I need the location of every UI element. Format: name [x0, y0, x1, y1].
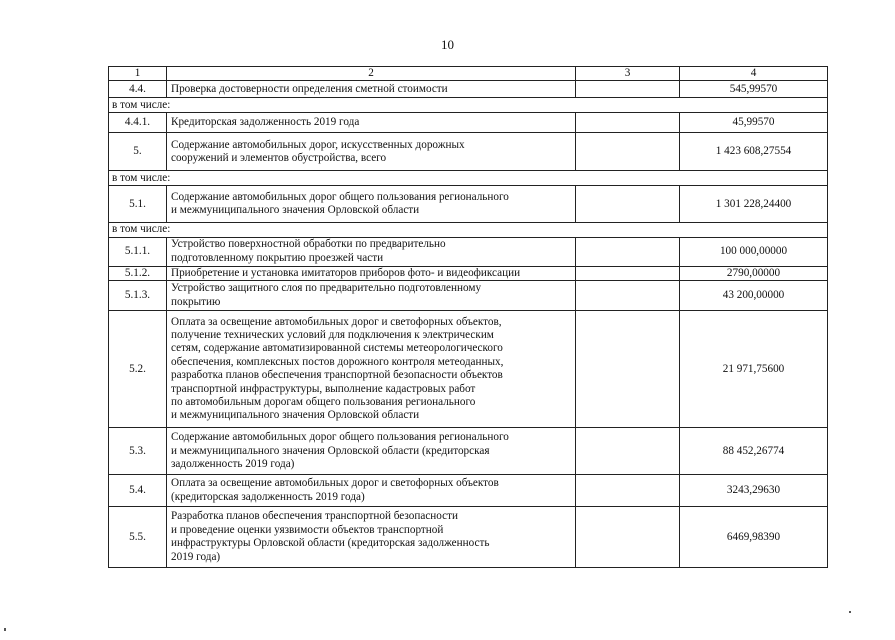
amount-cell: 88 452,26774 [680, 428, 828, 475]
column-3-cell [576, 311, 680, 428]
subheader-row [109, 223, 828, 237]
header-col-2: 2 [167, 67, 576, 81]
table-row [109, 81, 828, 98]
item-name-cell: Устройство защитного слоя по предварительно подготовленному покрытию [167, 281, 576, 311]
subheader-label: в том числе: [109, 223, 828, 237]
amount-cell: 545,99570 [680, 81, 828, 98]
table-row [109, 186, 828, 223]
table-row [109, 507, 828, 568]
item-number-cell: 5. [109, 133, 167, 171]
budget-table [108, 66, 828, 568]
column-3-cell [576, 113, 680, 133]
column-3-cell [576, 507, 680, 568]
scan-mark [4, 628, 6, 631]
page-number: 10 [441, 37, 454, 52]
table-row [109, 311, 828, 428]
header-row [109, 67, 828, 81]
item-number-cell: 5.4. [109, 475, 167, 507]
table-row [109, 475, 828, 507]
item-number-cell: 5.3. [109, 428, 167, 475]
item-name-cell: Кредиторская задолженность 2019 года [167, 113, 576, 133]
amount-cell: 2790,00000 [680, 266, 828, 280]
header-col-3: 3 [576, 67, 680, 81]
column-3-cell [576, 133, 680, 171]
column-3-cell [576, 237, 680, 266]
amount-cell: 1 423 608,27554 [680, 133, 828, 171]
item-number-cell: 5.5. [109, 507, 167, 568]
amount-cell: 43 200,00000 [680, 281, 828, 311]
item-name-cell: Приобретение и установка имитаторов приборов фото- и видеофиксации [167, 266, 576, 280]
table-row [109, 428, 828, 475]
table-row [109, 113, 828, 133]
table-row [109, 237, 828, 266]
column-3-cell [576, 186, 680, 223]
item-name-cell: Оплата за освещение автомобильных дорог и светофорных объектов (кредиторская задолженность 2019 года) [167, 475, 576, 507]
amount-cell: 21 971,75600 [680, 311, 828, 428]
item-number-cell: 5.1.1. [109, 237, 167, 266]
header-col-4: 4 [680, 67, 828, 81]
table-row [109, 281, 828, 311]
scan-mark [849, 611, 851, 613]
item-name-cell: Содержание автомобильных дорог общего пользования регионального и межмуниципального значения Орловской области [167, 186, 576, 223]
subheader-label: в том числе: [109, 171, 828, 186]
table-row [109, 133, 828, 171]
column-3-cell [576, 281, 680, 311]
table-row [109, 266, 828, 280]
amount-cell: 100 000,00000 [680, 237, 828, 266]
item-number-cell: 4.4.1. [109, 113, 167, 133]
amount-cell: 3243,29630 [680, 475, 828, 507]
subheader-row [109, 98, 828, 113]
header-col-1: 1 [109, 67, 167, 81]
item-name-cell: Разработка планов обеспечения транспортной безопасности и проведение оценки уязвимости объектов транспортной инфраструктуры Орловской области (кредиторская задолженность 2019 года) [167, 507, 576, 568]
item-number-cell: 5.2. [109, 311, 167, 428]
amount-cell: 1 301 228,24400 [680, 186, 828, 223]
item-number-cell: 5.1.3. [109, 281, 167, 311]
subheader-row [109, 171, 828, 186]
item-name-cell: Содержание автомобильных дорог, искусственных дорожных сооружений и элементов обустройства, всего [167, 133, 576, 171]
column-3-cell [576, 81, 680, 98]
amount-cell: 45,99570 [680, 113, 828, 133]
item-name-cell: Содержание автомобильных дорог общего пользования регионального и межмуниципального значения Орловской области (кредиторская задолженность 2019 года) [167, 428, 576, 475]
column-3-cell [576, 428, 680, 475]
item-number-cell: 4.4. [109, 81, 167, 98]
item-number-cell: 5.1. [109, 186, 167, 223]
column-3-cell [576, 266, 680, 280]
subheader-label: в том числе: [109, 98, 828, 113]
item-name-cell: Проверка достоверности определения сметной стоимости [167, 81, 576, 98]
amount-cell: 6469,98390 [680, 507, 828, 568]
item-number-cell: 5.1.2. [109, 266, 167, 280]
column-3-cell [576, 475, 680, 507]
item-name-cell: Оплата за освещение автомобильных дорог и светофорных объектов, получение технических условий для подключения к электрическим сетям, содержание автоматизированной системы метеорологического обеспечения, комплексных постов дорожного контроля метеоданных, разработка планов обеспечения транспортной безопасности объектов транспортной инфраструктуры, выполнение кадастровых работ по автомобильным дорогам общего пользования регионального и межмуниципального значения Орловской области [167, 311, 576, 428]
item-name-cell: Устройство поверхностной обработки по предварительно подготовленному покрытию проезжей части [167, 237, 576, 266]
